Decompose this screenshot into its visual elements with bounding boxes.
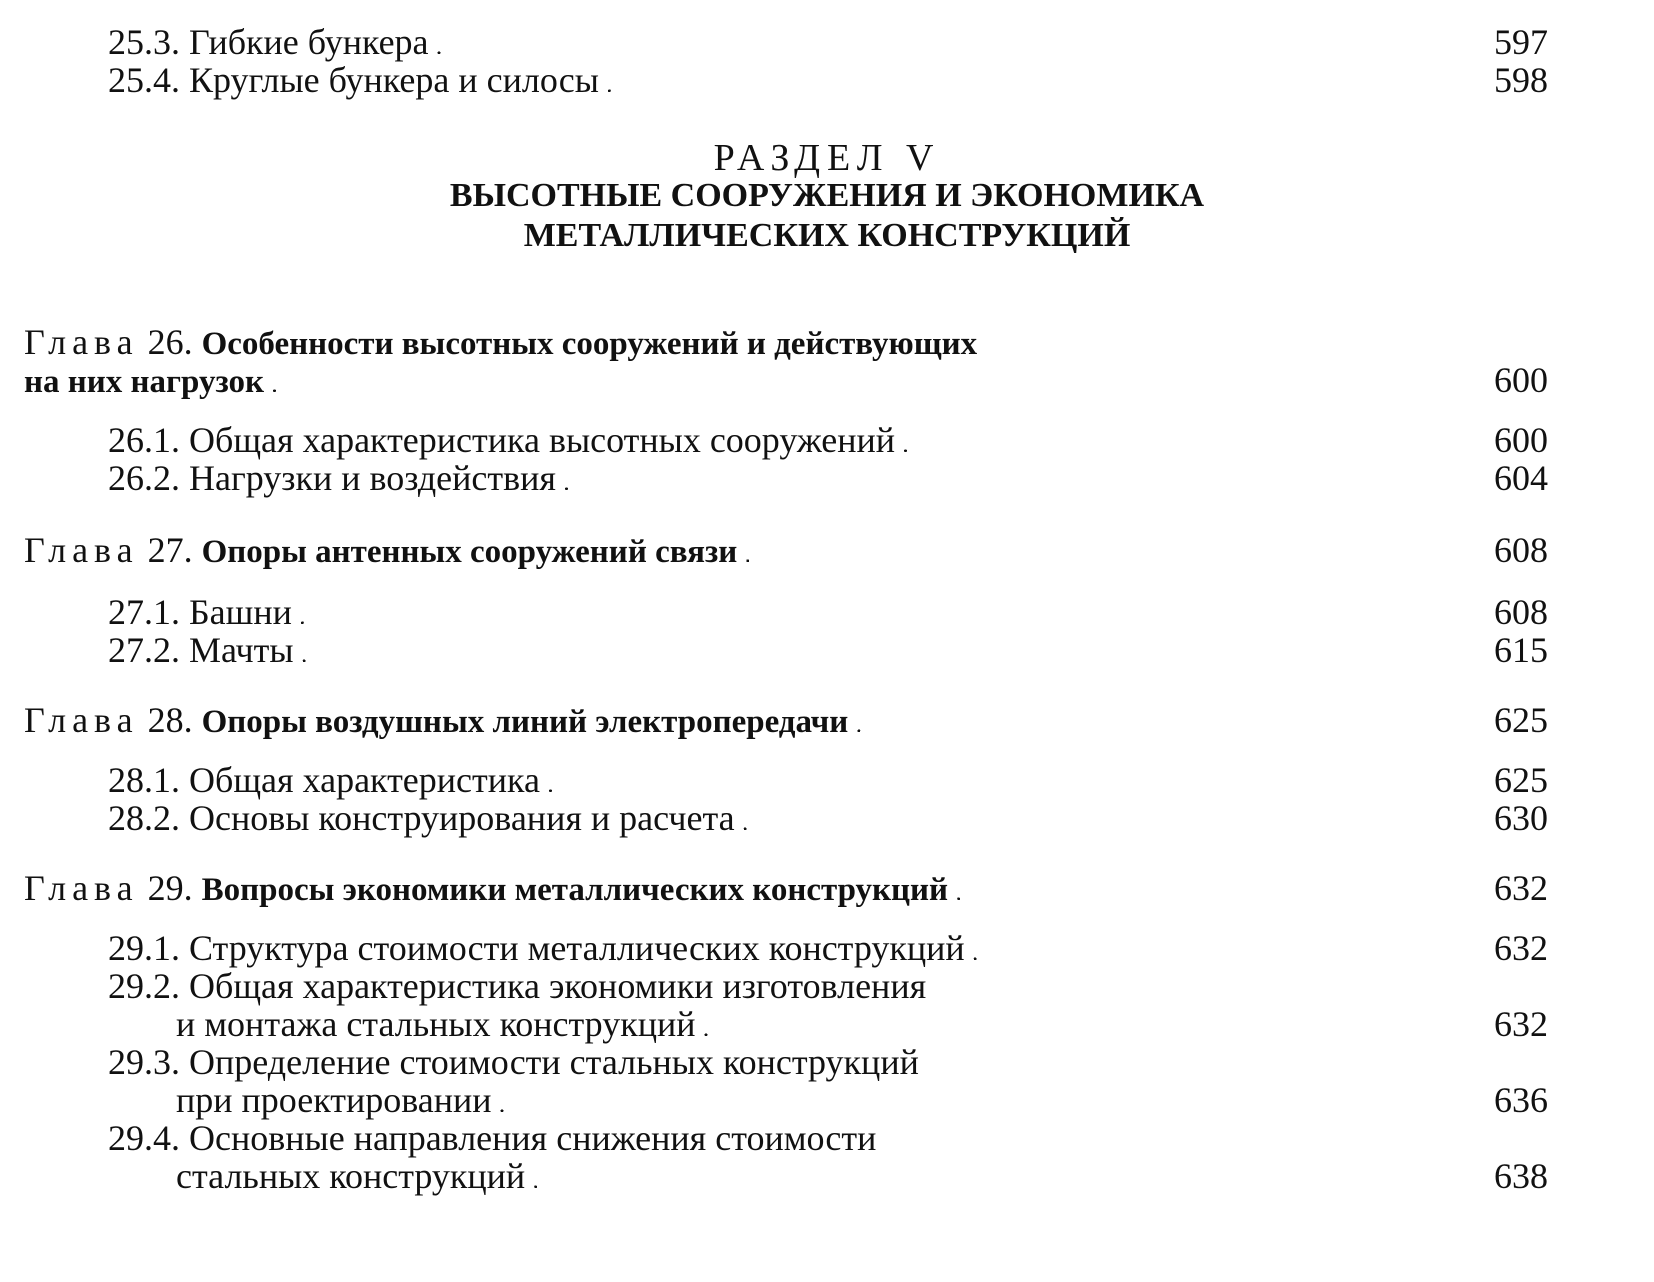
entry-text: Нагрузки и воздействия — [189, 458, 556, 498]
page-number: 598 — [1494, 60, 1548, 100]
page-number: 632 — [1494, 868, 1548, 908]
entry-text-cont: при проектировании — [176, 1080, 492, 1120]
chapter-number: 27. — [147, 530, 193, 570]
toc-entry-line1 — [108, 966, 926, 1006]
entry-text: Структура стоимости металлических конструкций — [189, 928, 965, 968]
toc-entry-line2 — [176, 1156, 1548, 1202]
page-number: 625 — [1494, 760, 1548, 800]
page-number: 632 — [1494, 928, 1548, 968]
chapter-word: Глава — [24, 868, 139, 908]
toc-entry-label — [108, 630, 294, 670]
chapter-number: 29. — [147, 868, 193, 908]
dot-leader — [564, 458, 1488, 504]
entry-number: 29.4. — [108, 1118, 180, 1158]
page-number: 625 — [1494, 700, 1548, 740]
page-number: 632 — [1494, 1004, 1548, 1044]
page-number: 636 — [1494, 1080, 1548, 1120]
chapter-heading-label — [24, 700, 848, 742]
dot-leader — [856, 700, 1488, 746]
entry-number: 26.1. — [108, 420, 180, 460]
toc-entry — [108, 798, 1548, 844]
toc-entry — [108, 60, 1548, 106]
page-number: 604 — [1494, 458, 1548, 498]
chapter-heading-label — [24, 530, 737, 572]
entry-number: 29.3. — [108, 1042, 180, 1082]
page-number: 608 — [1494, 592, 1548, 632]
entry-text: Мачты — [189, 630, 294, 670]
entry-text-cont: и монтажа стальных конструкций — [176, 1004, 696, 1044]
toc-entry-label — [108, 60, 599, 100]
page-number: 600 — [1494, 420, 1548, 460]
dot-leader — [745, 530, 1488, 576]
entry-number: 26.2. — [108, 458, 180, 498]
toc-entry-line1 — [108, 1118, 876, 1158]
dot-leader — [302, 630, 1488, 676]
page-number: 630 — [1494, 798, 1548, 838]
entry-text: Круглые бункера и силосы — [189, 60, 599, 100]
dot-leader — [973, 928, 1488, 974]
chapter-heading-line2 — [24, 360, 1548, 406]
section-label: РАЗДЕЛ V — [713, 137, 941, 179]
page-number: 597 — [1494, 22, 1548, 62]
section-title-line1: ВЫСОТНЫЕ СООРУЖЕНИЯ И ЭКОНОМИКА — [449, 177, 1205, 214]
chapter-title: Опоры воздушных линий электропередачи — [201, 704, 849, 740]
toc-entry — [108, 458, 1548, 504]
page-number: 615 — [1494, 630, 1548, 670]
entry-number: 28.1. — [108, 760, 180, 800]
toc-entry-label — [108, 592, 292, 632]
chapter-word: Глава — [24, 322, 139, 362]
page-number: 638 — [1494, 1156, 1548, 1196]
entry-number: 25.3. — [108, 22, 180, 62]
chapter-heading — [24, 868, 1548, 914]
entry-text: Общая характеристика — [189, 760, 540, 800]
entry-text: Определение стоимости стальных конструкций — [189, 1042, 919, 1082]
chapter-title: Особенности высотных сооружений и действующих — [201, 326, 978, 362]
entry-text: Общая характеристика экономики изготовления — [189, 966, 927, 1006]
toc-entry — [108, 630, 1548, 676]
entry-text: Общая характеристика высотных сооружений — [189, 420, 896, 460]
toc-entry-label — [108, 760, 540, 800]
dot-leader — [743, 798, 1488, 844]
chapter-heading — [24, 700, 1548, 746]
dot-leader — [607, 60, 1488, 106]
entry-number: 29.1. — [108, 928, 180, 968]
page-number: 608 — [1494, 530, 1548, 570]
entry-number: 29.2. — [108, 966, 180, 1006]
entry-text-cont: стальных конструкций — [176, 1156, 526, 1196]
chapter-title: Вопросы экономики металлических конструкций — [201, 872, 949, 908]
chapter-heading — [24, 530, 1548, 576]
chapter-word: Глава — [24, 530, 139, 570]
toc-entry-label — [108, 928, 965, 968]
chapter-number: 26. — [147, 322, 193, 362]
entry-text: Основы конструирования и расчета — [189, 798, 735, 838]
entry-number: 27.2. — [108, 630, 180, 670]
entry-text: Основные направления снижения стоимости — [189, 1118, 877, 1158]
entry-text: Башни — [189, 592, 292, 632]
entry-number: 28.2. — [108, 798, 180, 838]
chapter-title: Опоры антенных сооружений связи — [201, 534, 738, 570]
chapter-word: Глава — [24, 700, 139, 740]
section-title-line2: МЕТАЛЛИЧЕСКИХ КОНСТРУКЦИЙ — [523, 217, 1131, 254]
chapter-heading-line1 — [24, 322, 977, 364]
chapter-number: 28. — [147, 700, 193, 740]
entry-number: 25.4. — [108, 60, 180, 100]
toc-entry-label — [108, 420, 895, 460]
page-number: 600 — [1494, 360, 1548, 400]
toc-entry-label — [108, 22, 429, 62]
entry-number: 27.1. — [108, 592, 180, 632]
dot-leader — [272, 360, 1488, 406]
chapter-title-cont: на них нагрузок — [24, 364, 265, 400]
toc-entry-line1 — [108, 1042, 919, 1082]
chapter-heading-label — [24, 868, 948, 910]
entry-text: Гибкие бункера — [189, 22, 429, 62]
toc-entry-label — [108, 798, 735, 838]
dot-leader — [533, 1156, 1488, 1202]
toc-entry-label — [108, 458, 556, 498]
dot-leader — [956, 868, 1488, 914]
